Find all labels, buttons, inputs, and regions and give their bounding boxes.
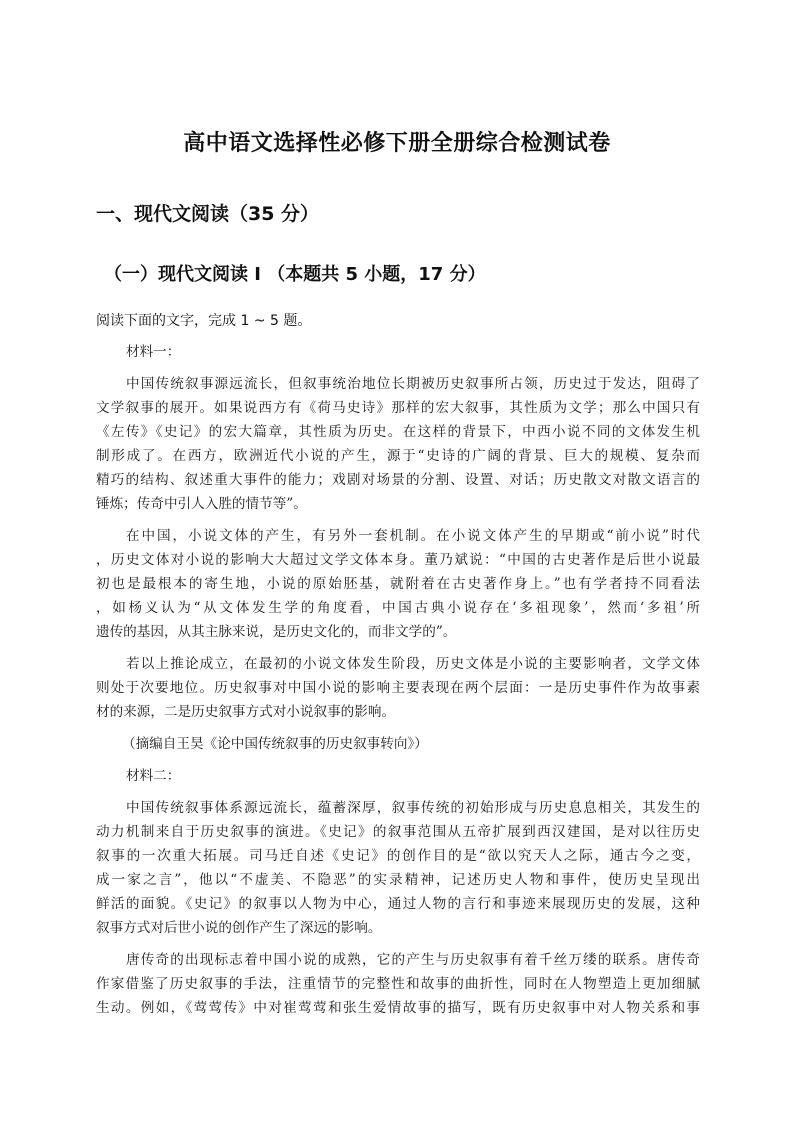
- material-two-paragraph-2: [96, 948, 700, 1020]
- section-heading-modern-reading: 一、现代文阅读（35 分）: [96, 203, 320, 225]
- text-line: 文学叙事的展开。如果说西方有《荷马史诗》那样的宏大叙事，其性质为文学；那么中国只有: [96, 400, 700, 416]
- document-title: 高中语文选择性必修下册全册综合检测试卷: [183, 131, 611, 156]
- text-line: 遗传的基因，从其主脉来说，是历史文化的，而非文学的”。: [96, 624, 457, 640]
- material-two-label: 材料二：: [126, 768, 181, 784]
- text-line: 精巧的结构、叙述重大事件的能力；戏剧对场景的分割、设置、对话；历史散文对散文语言的: [96, 472, 700, 488]
- text-line: 动力机制来自于历史叙事的演进。《史记》的叙事范围从五帝扩展到西汉建国，是对以往历史: [96, 824, 700, 840]
- passage-body: [96, 340, 700, 1020]
- material-one-paragraph-3: [96, 652, 700, 724]
- instruction-text: 阅读下面的文字，完成 1 ~ 5 题。: [96, 313, 312, 329]
- text-line: 锤炼；传奇中引人入胜的情节等”。: [96, 496, 307, 512]
- text-line: 成一家之言”，他以“不虚美、不隐恶”的实录精神，记述历史人物和事件，使历史呈现出: [96, 872, 700, 888]
- text-line: 《左传》《史记》的宏大篇章，其性质为历史。在这样的背景下，中西小说不同的文体发生机: [96, 424, 700, 440]
- text-line: 作家借鉴了历史叙事的手法，注重情节的完整性和故事的曲折性，同时在人物塑造上更加细腻: [96, 976, 700, 992]
- text-line: 叙事的一次重大拓展。司马迁自述《史记》的创作目的是“欲以究天人之际，通古今之变，: [96, 848, 700, 864]
- text-line: 唐传奇的出现标志着中国小说的成熟，它的产生与历史叙事有着千丝万缕的联系。唐传奇: [126, 952, 700, 968]
- text-line: 中国传统叙事体系源远流长，蕴蓄深厚，叙事传统的初始形成与历史息息相关，其发生的: [126, 800, 700, 816]
- text-line: 鲜活的面貌。《史记》的叙事以人物为中心，通过人物的言行和事迹来展现历史的发展，这种: [96, 896, 700, 912]
- text-line: 材的来源，二是历史叙事方式对小说叙事的影响。: [96, 704, 396, 720]
- subsection-heading-reading-1: （一）现代文阅读 Ⅰ （本题共 5 小题，17 分）: [104, 264, 486, 285]
- text-line: 初也是最根本的寄生地，小说的原始胚基，就附着在古史著作身上。”也有学者持不同看法: [96, 576, 700, 592]
- text-line: 在中国，小说文体的产生，有另外一套机制。在小说文体产生的早期或“前小说”时代: [126, 528, 700, 544]
- text-line: ，历史文体对小说的影响大大超过文学文体本身。董乃斌说：“中国的古史著作是后世小说最: [96, 552, 700, 568]
- material-one-label: 材料一：: [126, 344, 181, 360]
- text-line: ，如杨义认为“从文体发生学的角度看，中国古典小说存在‘多祖现象’，然而‘多祖’所: [96, 600, 700, 616]
- text-line: 生动。例如，《莺莺传》中对崔莺莺和张生爱情故事的描写，既有历史叙事中对人物关系和事: [96, 1000, 700, 1016]
- text-line: 叙事方式对后世小说的创作产生了深远的影响。: [96, 920, 382, 936]
- text-line: 中国传统叙事源远流长，但叙事统治地位长期被历史叙事所占领，历史过于发达，阻碍了: [126, 376, 700, 392]
- material-one-paragraph-2: [96, 524, 700, 644]
- text-line: 制形成了。在西方，欧洲近代小说的产生，源于“史诗的广阔的背景、巨大的规模、复杂而: [96, 448, 700, 464]
- material-one-paragraph-1: [96, 372, 700, 516]
- text-line: 若以上推论成立，在最初的小说文体发生阶段，历史文体是小说的主要影响者，文学文体: [126, 656, 700, 672]
- material-one-source: （摘编自王昊《论中国传统叙事的历史叙事转向》）: [122, 736, 428, 752]
- text-line: 则处于次要地位。历史叙事对中国小说的影响主要表现在两个层面：一是历史事件作为故事素: [96, 680, 700, 696]
- material-two-paragraph-1: [96, 796, 700, 940]
